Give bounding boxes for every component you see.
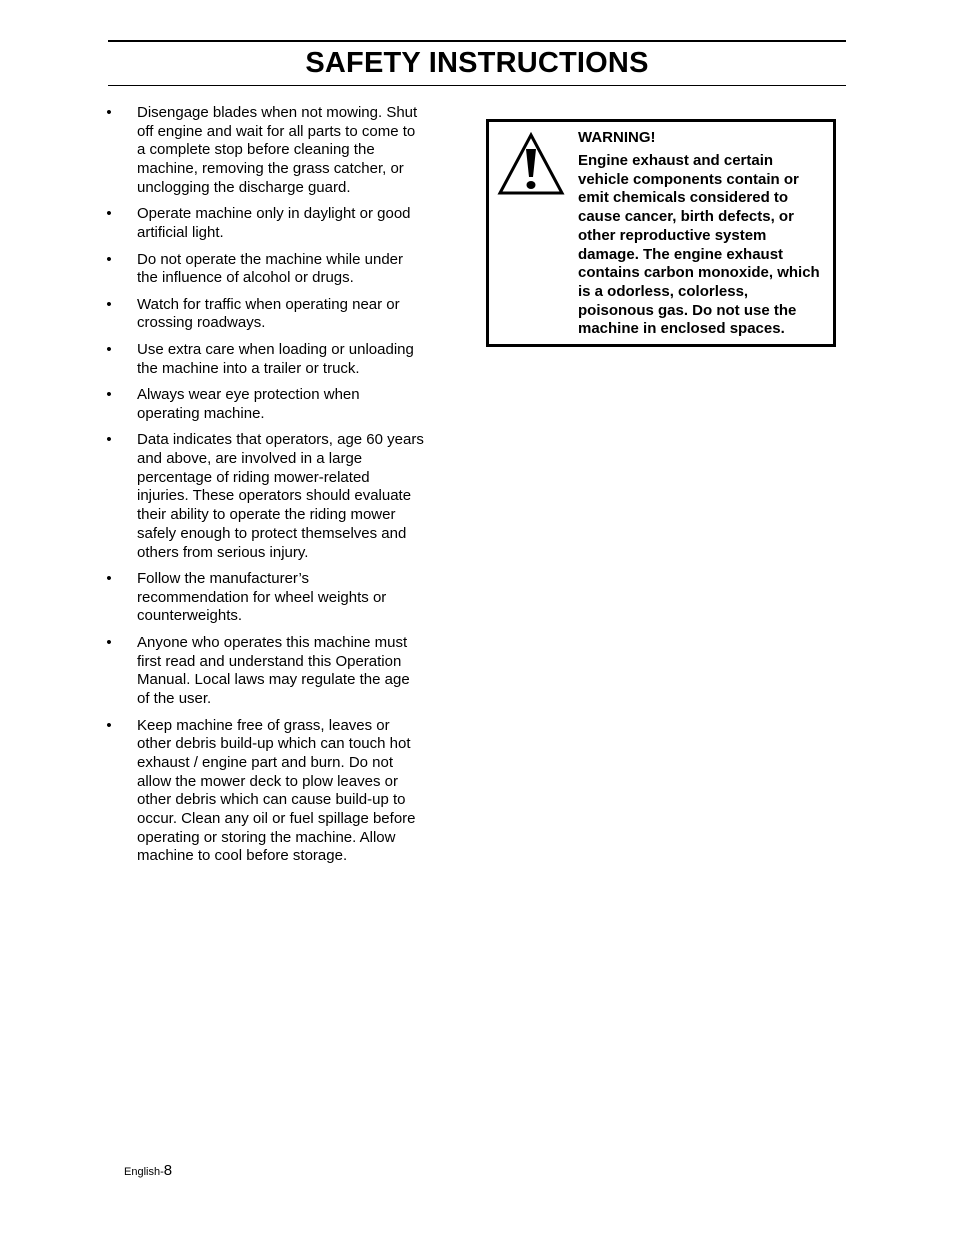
list-item <box>104 296 424 333</box>
list-item <box>104 386 424 423</box>
warning-text: Engine exhaust and certain vehicle components contain or emit chemicals considered to cause cancer, birth defects, or other reproductive system damage. The engine exhaust contains carbon monoxide, which is a odorless, colorless, poisonous gas. Do not use the machine in enclosed spaces. <box>578 152 820 338</box>
list-item <box>104 717 424 867</box>
list-item <box>104 431 424 562</box>
bullet-glyph: • <box>106 250 112 268</box>
bullet-glyph: • <box>106 295 112 313</box>
list-item <box>104 570 424 626</box>
warning-title: WARNING! <box>578 129 656 146</box>
list-item-text: Data indicates that operators, age 60 years and above, are involved in a large percentage of riding mower-related injuries. These operators should evaluate their ability to operate the riding mower safely enough to protect themselves and others from serious injury. <box>137 431 424 561</box>
page-title: SAFETY INSTRUCTIONS <box>305 47 649 79</box>
list-item <box>104 104 424 198</box>
bullet-glyph: • <box>106 633 112 651</box>
list-item-text: Do not operate the machine while under the influence of alcohol or drugs. <box>137 250 404 287</box>
list-item-text: Watch for traffic when operating near or crossing roadways. <box>137 295 400 332</box>
list-item-text: Operate machine only in daylight or good artificial light. <box>137 205 411 242</box>
warning-box <box>486 119 836 347</box>
page-number: 8 <box>163 1162 173 1179</box>
list-item-text: Follow the manufacturer’s recommendation for wheel weights or counterweights. <box>137 570 387 625</box>
warning-triangle-icon <box>497 132 565 196</box>
safety-bullet-list <box>104 104 424 874</box>
page-footer <box>124 1161 172 1182</box>
bullet-glyph: • <box>106 431 112 449</box>
footer-language: English- <box>124 1166 164 1178</box>
list-item-text: Always wear eye protection when operating machine. <box>137 386 360 422</box>
bullet-glyph: • <box>106 716 112 734</box>
header-rule-top <box>108 40 846 42</box>
bullet-glyph: • <box>106 340 112 358</box>
bullet-glyph: • <box>106 205 112 223</box>
bullet-glyph: • <box>106 386 112 404</box>
list-item-text: Anyone who operates this machine must first read and understand this Operation Manual. Local laws may regulate the age of the user. <box>137 633 410 708</box>
list-item-text: Keep machine free of grass, leaves or other debris build-up which can touch hot exhaust / engine part and burn. Do not allow the mower deck to plow leaves or other debris which can cause build-up to occur. Clean any oil or fuel spillage before operating or storing the machine. Allow machine to cool before storage. <box>137 716 416 865</box>
bullet-glyph: • <box>106 104 112 121</box>
list-item <box>104 251 424 288</box>
bullet-glyph: • <box>106 570 112 588</box>
list-item <box>104 634 424 709</box>
header-rule-bottom <box>108 85 846 86</box>
list-item-text: Disengage blades when not mowing. Shut off engine and wait for all parts to come to a complete stop before cleaning the machine, removing the grass catcher, or unclogging the discharge guard. <box>137 104 418 196</box>
list-item-text: Use extra care when loading or unloading the machine into a trailer or truck. <box>137 340 414 377</box>
list-item <box>104 205 424 242</box>
list-item <box>104 341 424 378</box>
